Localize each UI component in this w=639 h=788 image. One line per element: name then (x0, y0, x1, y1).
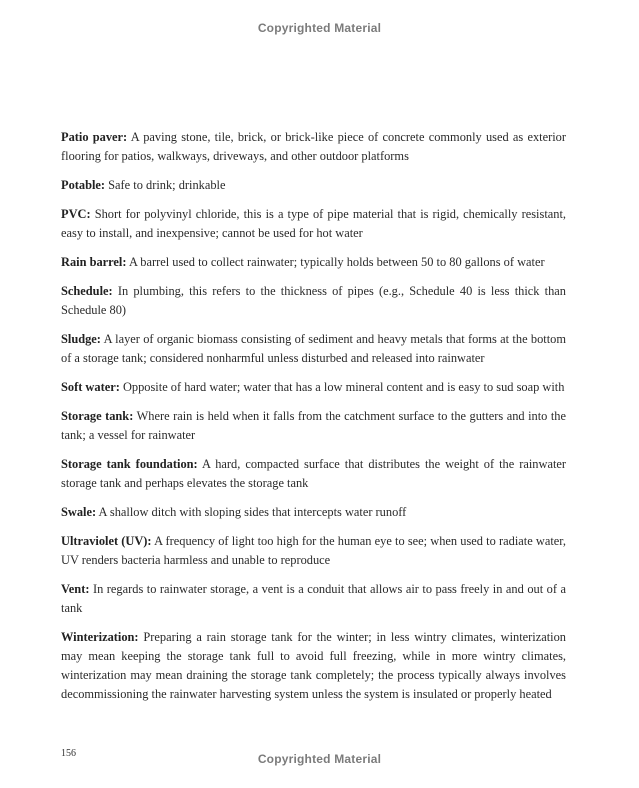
glossary-entry (61, 176, 566, 195)
glossary-definition: Safe to drink; drinkable (108, 178, 226, 192)
glossary-term: Swale: (61, 505, 97, 519)
page-number: 156 (61, 748, 76, 759)
glossary-entry (61, 580, 566, 618)
glossary-list (61, 128, 566, 714)
glossary-definition: A barrel used to collect rainwater; typically holds between 50 to 80 gallons of water (128, 255, 545, 269)
glossary-entry (61, 628, 566, 704)
glossary-definition: Short for polyvinyl chloride, this is a type of pipe material that is rigid, chemically resistant, easy to install, and inexpensive; cannot be used for hot water (61, 207, 566, 240)
glossary-entry (61, 378, 566, 397)
glossary-definition: Where rain is held when it falls from the catchment surface to the gutters and into the tank; a vessel for rainwater (61, 409, 567, 442)
glossary-definition: A layer of organic biomass consisting of sediment and heavy metals that forms at the bottom of a storage tank; considered nonharmful unless disturbed and released into rainwater (61, 332, 566, 365)
glossary-entry (61, 128, 566, 166)
glossary-definition: A frequency of light too high for the human eye to see; when used to radiate water, UV renders bacteria harmless and unable to reproduce (61, 534, 566, 567)
glossary-term: Soft water: (61, 380, 120, 394)
glossary-entry (61, 330, 566, 368)
glossary-definition: In regards to rainwater storage, a vent is a conduit that allows air to pass freely in and out of a tank (61, 582, 566, 615)
glossary-definition: A shallow ditch with sloping sides that intercepts water runoff (98, 505, 407, 519)
copyright-banner-bottom: Copyrighted Material (257, 752, 382, 766)
glossary-term: Rain barrel: (61, 255, 127, 269)
glossary-entry (61, 205, 566, 243)
glossary-definition: Opposite of hard water; water that has a low mineral content and is easy to sud soap with (122, 380, 565, 394)
glossary-term: Potable: (61, 178, 106, 192)
copyright-banner-top: Copyrighted Material (257, 21, 382, 35)
glossary-term: Ultraviolet (UV): (61, 534, 152, 548)
glossary-definition: A hard, compacted surface that distributes the weight of the rainwater storage tank and perhaps elevates the storage tank (61, 457, 567, 490)
glossary-term: Storage tank: (61, 409, 134, 423)
glossary-term: Storage tank foundation: (61, 457, 198, 471)
glossary-term: Schedule: (61, 284, 113, 298)
glossary-term: Sludge: (61, 332, 101, 346)
glossary-term: PVC: (61, 207, 91, 221)
glossary-entry (61, 455, 566, 493)
glossary-entry (61, 282, 566, 320)
glossary-definition: A paving stone, tile, brick, or brick-like piece of concrete commonly used as exterior flooring for patios, walkways, driveways, and other outdoor platforms (61, 130, 566, 163)
glossary-definition: In plumbing, this refers to the thickness of pipes (e.g., Schedule 40 is less thick than Schedule 80) (61, 284, 566, 317)
glossary-entry (61, 253, 566, 272)
glossary-definition: Preparing a rain storage tank for the winter; in less wintry climates, winterization may mean keeping the storage tank full to avoid full freezing, while in more wintry climates, winterization may mean draining the storage tank completely; the process typically always involves decommissioning the rainwater harvesting system unless the system is insulated or properly heated (61, 630, 566, 701)
glossary-term: Winterization: (61, 630, 139, 644)
glossary-entry (61, 532, 566, 570)
glossary-entry (61, 503, 566, 522)
glossary-term: Patio paver: (61, 130, 128, 144)
glossary-term: Vent: (61, 582, 90, 596)
glossary-entry (61, 407, 566, 445)
